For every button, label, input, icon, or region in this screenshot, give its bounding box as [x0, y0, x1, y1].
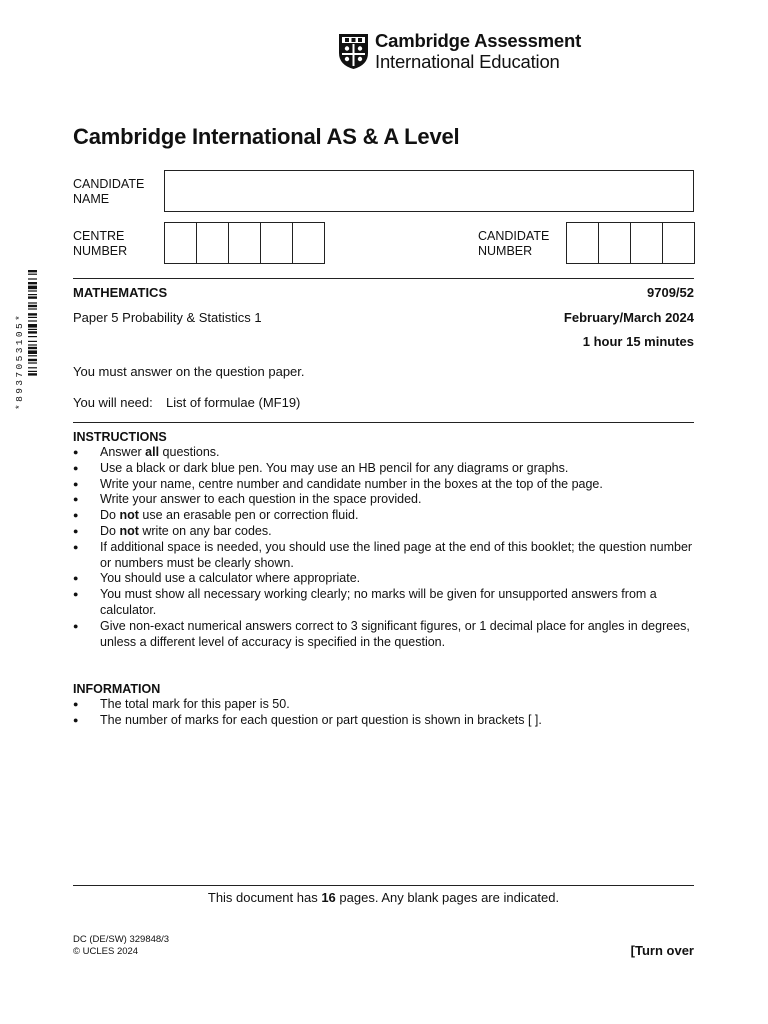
page-count-pre: This document has [207, 890, 322, 905]
centre-number-label-line1: CENTRE [73, 229, 125, 243]
candidate-name-label [73, 177, 144, 207]
reference-code: DC (DE/SW) 329848/3 [73, 934, 170, 945]
centre-number-boxes [164, 222, 325, 264]
centre-number-label-line2: NUMBER [73, 244, 128, 258]
information-heading: INFORMATION [73, 682, 161, 696]
centre-number-label [73, 229, 127, 259]
instruction-item [73, 571, 694, 587]
candidate-number-cell[interactable] [662, 223, 694, 263]
barcode-text: *8937053105* [14, 312, 25, 410]
instruction-text-end: questions. [159, 445, 220, 459]
candidate-number-cell[interactable] [598, 223, 630, 263]
instruction-text: Answer [100, 445, 146, 459]
candidate-number-label-line2: NUMBER [478, 244, 533, 258]
instruction-text: Write your name, centre number and candidate number in the boxes at the top of the page. [100, 476, 603, 491]
instruction-text: Write your answer to each question in the space provided. [100, 492, 422, 507]
instruction-item [73, 508, 694, 524]
barcode-text-wrap [14, 270, 26, 410]
turn-over: [Turn over [630, 943, 694, 958]
information-section [73, 682, 694, 729]
instruction-text: You should use a calculator where appropriate. [100, 571, 361, 586]
divider-bottom [73, 885, 694, 886]
instruction-item [73, 492, 694, 508]
instruction-text: Give non-exact numerical answers correct to 3 significant figures, or 1 decimal place for angles in degrees, unless a different level of accuracy is specified in the question. [100, 618, 690, 649]
barcode [28, 270, 37, 410]
instructions-list [73, 445, 694, 650]
page-count-note [73, 890, 694, 905]
instruction-item [73, 587, 694, 619]
information-item: ● The total mark for this paper is 50. [73, 697, 694, 713]
answer-note: You must answer on the question paper. [73, 364, 305, 379]
centre-number-cell[interactable] [260, 223, 292, 263]
instruction-text-end: write on any bar codes. [138, 523, 272, 538]
candidate-name-label-line1: CANDIDATE [73, 177, 145, 191]
centre-number-cell[interactable] [292, 223, 324, 263]
centre-number-cell[interactable] [165, 223, 196, 263]
candidate-name-label-line2: NAME [73, 192, 110, 206]
candidate-name-field[interactable] [164, 170, 694, 212]
instruction-item [73, 524, 694, 540]
instruction-text-end: use an erasable pen or correction fluid. [138, 508, 359, 523]
exam-session: February/March 2024 [563, 310, 694, 325]
instruction-emphasis: not [119, 508, 139, 523]
centre-number-cell[interactable] [196, 223, 228, 263]
paper-name: Paper 5 Probability & Statistics 1 [73, 310, 262, 325]
instruction-emphasis: not [119, 523, 139, 538]
need-label: You will need: [73, 395, 153, 410]
paper-code: 9709/52 [647, 285, 694, 300]
brand-text [375, 30, 581, 72]
qualification-title: Cambridge International AS & A Level [73, 124, 460, 149]
subject: MATHEMATICS [73, 285, 168, 300]
instruction-text: Do [100, 508, 120, 523]
instructions-section [73, 430, 694, 650]
instruction-item [73, 445, 694, 461]
centre-number-cell[interactable] [228, 223, 260, 263]
instruction-item [73, 477, 694, 493]
information-item: ● The number of marks for each question or part question is shown in brackets [ ]. [73, 713, 694, 729]
information-list [73, 697, 694, 729]
cambridge-shield-icon [338, 33, 369, 70]
candidate-number-cell[interactable] [567, 223, 598, 263]
candidate-number-label [478, 229, 549, 259]
instruction-item [73, 540, 694, 572]
candidate-number-boxes [566, 222, 695, 264]
instructions-heading: INSTRUCTIONS [73, 430, 167, 444]
need-value: List of formulae (MF19) [166, 395, 301, 410]
divider-middle [73, 422, 694, 423]
instruction-item [73, 619, 694, 651]
page-count-post: pages. Any blank pages are indicated. [335, 890, 560, 905]
candidate-number-label-line1: CANDIDATE [478, 229, 550, 243]
instruction-emphasis: all [145, 445, 160, 459]
copyright: © UCLES 2024 [73, 946, 139, 957]
brand-line-2: International Education [375, 51, 560, 72]
cambridge-logo [338, 30, 581, 72]
divider-top [73, 278, 694, 279]
brand-line-1: Cambridge Assessment [375, 30, 582, 51]
candidate-number-cell[interactable] [630, 223, 662, 263]
instruction-text: Do [100, 523, 120, 538]
instruction-text: You must show all necessary working clearly; no marks will be given for unsupported answers from a calculator. [100, 587, 657, 617]
instruction-text: Use a black or dark blue pen. You may use an HB pencil for any diagrams or graphs. [100, 460, 569, 475]
instruction-text: If additional space is needed, you should use the lined page at the end of this booklet; the question number or numbers must be clearly shown. [100, 539, 693, 570]
exam-duration: 1 hour 15 minutes [582, 334, 694, 349]
instruction-item [73, 461, 694, 477]
page-count: 16 [321, 890, 336, 905]
